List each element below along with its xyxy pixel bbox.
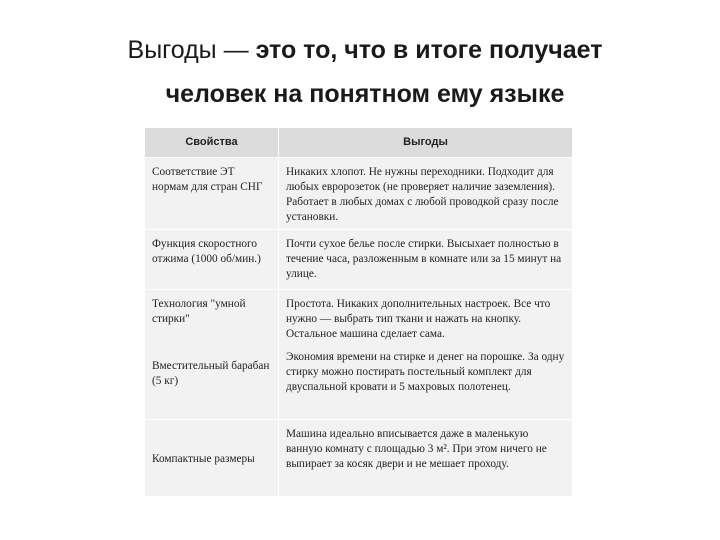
header-benefits: Выгоды: [279, 128, 573, 158]
property-cell: [145, 290, 279, 420]
table-header-row: [145, 128, 573, 158]
title-line-1: [40, 28, 690, 72]
property-cell: Соответствие ЭТ нормам для стран СНГ: [145, 158, 279, 230]
property-cell: Компактные размеры: [145, 420, 279, 497]
benefit-cell: Почти сухое белье после стирки. Высыхает полностью в течение часа, разложенным в комнате или за 15 минут на улице.: [279, 230, 573, 290]
title-word-benefits: Выгоды: [127, 36, 217, 64]
title-definition: это то, что в итоге получает: [255, 36, 603, 64]
table: [144, 127, 573, 497]
property-text: Вместительный барабан (5 кг): [152, 360, 270, 387]
benefit-text: Простота. Никаких дополнительных настроек. Все что нужно — выбрать тип ткани и нажать на кнопку. Остальное машина сделает сама.: [286, 298, 551, 340]
properties-benefits-table: [144, 127, 572, 497]
title-line-2: человек на понятном ему языке: [165, 80, 565, 108]
property-text: Технология "умной стирки": [152, 298, 246, 325]
title-dash: —: [223, 36, 249, 64]
table-row: [145, 290, 573, 420]
benefit-cell: [279, 290, 573, 420]
benefit-text: Экономия времени на стирке и денег на порошке. За одну стирку можно постирать постельный комплект для двуспальной кровати и 5 махровых полотенец.: [286, 351, 565, 393]
table-row: [145, 158, 573, 230]
benefit-cell: Машина идеально вписывается даже в маленькую ванную комнату с площадью 3 м². При этом ничего не выпирает за косяк двери и не мешает проходу.: [279, 420, 573, 497]
property-cell: Функция скоростного отжима (1000 об/мин.): [145, 230, 279, 290]
header-properties: Свойства: [145, 128, 279, 158]
table-row: [145, 230, 573, 290]
slide-title: [40, 28, 690, 116]
table-row: [145, 420, 573, 497]
benefit-cell: Никаких хлопот. Не нужны переходники. Подходит для любых евророзеток (не проверяет наличие заземления). Работает в любых домах с любой проводкой сразу после установки.: [279, 158, 573, 230]
